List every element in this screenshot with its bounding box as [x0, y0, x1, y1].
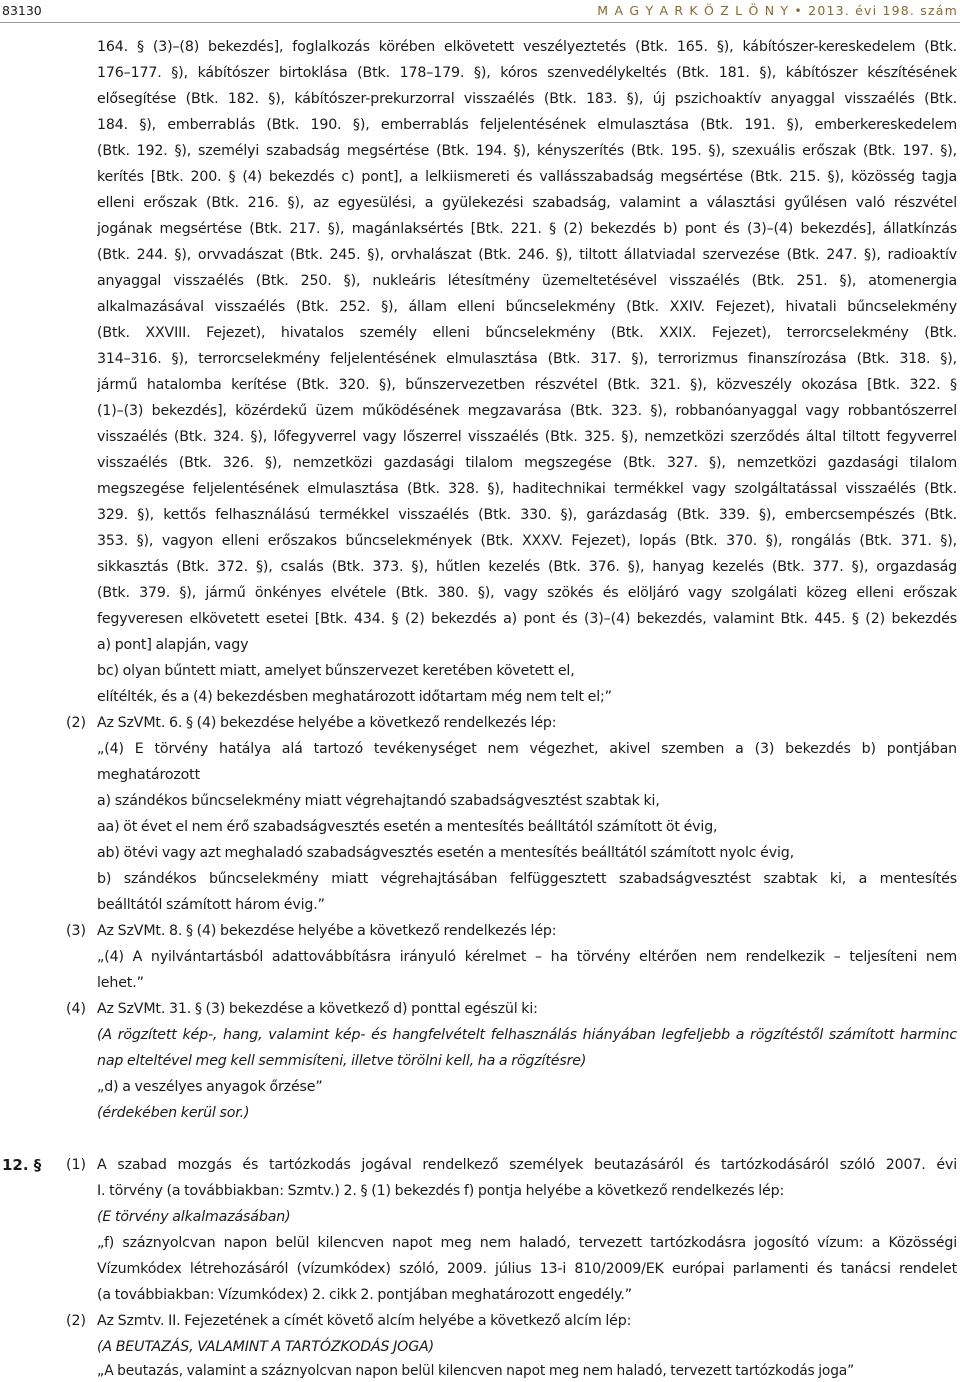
text-line: elleni erőszak (Btk. 216. §), az egyesülési, a gyülekezési szabadság, valamint a választási gyűlésen való részvétel — [97, 195, 957, 211]
text-line: alkalmazásával visszaélés (Btk. 252. §), állam elleni bűncselekmény (Btk. XXIV. Fejezet), hivatali bűncselekmény — [97, 299, 957, 315]
text-line: Az SzVMt. 8. § (4) bekezdése helyébe a következő rendelkezés lép: — [97, 923, 557, 939]
text-line: I. törvény (a továbbiakban: Szmtv.) 2. § (1) bekezdés f) pontja helyébe a következő rendelkezés lép: — [97, 1183, 785, 1199]
text-line: (Btk. 379. §), jármű önkényes elvétele (Btk. 380. §), vagy szökés és elöljáró vagy szolgálati közeg elleni erőszak — [97, 585, 957, 601]
text-line: jármű hatalomba kerítése (Btk. 320. §), bűnszervezetben részvétel (Btk. 321. §), közveszély okozása [Btk. 322. § — [97, 377, 957, 393]
text-line: (Btk. XXVIII. Fejezet), hivatalos személy elleni bűncselekmény (Btk. XXIX. Fejezet), terrorcselekmény (Btk. — [97, 325, 957, 341]
text-line: bc) olyan bűntett miatt, amelyet bűnszervezet keretében követett el, — [97, 663, 575, 679]
text-line: beálltától számított három évig.” — [97, 897, 325, 913]
text-line: Vízumkódex létrehozásáról (vízumkódex) szóló, 2009. július 13-i 810/2009/EK európai parlamenti és tanácsi rendelet — [97, 1261, 957, 1277]
text-line: sikkasztás (Btk. 372. §), csalás (Btk. 373. §), hűtlen kezelés (Btk. 376. §), hanyag kezelés (Btk. 377. §), orgazdaság — [97, 559, 957, 575]
text-line: aa) öt évet el nem érő szabadságvesztés esetén a mentesítés beálltától számított öt évig, — [97, 819, 718, 835]
page-number: 83130 — [2, 3, 42, 18]
paragraph-number: (4) — [66, 1001, 87, 1017]
text-line: elősegítése (Btk. 182. §), kábítószer-prekurzorral visszaélés (Btk. 183. §), új pszichoaktív anyaggal visszaélés (Btk. — [97, 91, 957, 107]
text-line: „(4) A nyilvántartásból adattovábbításra irányuló kérelmet – ha törvény eltérően nem rendelkezik – teljesíteni nem — [97, 949, 957, 965]
text-line: 184. §), emberrablás (Btk. 190. §), emberrablás feljelentésének elmulasztása (Btk. 191. §), emberkereskedelem — [97, 117, 957, 133]
text-line: 353. §), vagyon elleni erőszakos bűncselekmények (Btk. XXXV. Fejezet), lopás (Btk. 370. §), rongálás (Btk. 371. §), — [97, 533, 957, 549]
text-line: visszaélés (Btk. 324. §), lőfegyverrel vagy lőszerrel visszaélés (Btk. 325. §), nemzetközi szerződés által tiltott fegyverrel — [97, 429, 957, 445]
paragraph-number: (1) — [66, 1157, 87, 1173]
text-line: jogának megsértése (Btk. 217. §), magánlaksértés [Btk. 221. § (2) bekezdés b) pont és (3)–(4) bekezdés], állatkínzás — [97, 221, 957, 237]
section-number: 12. § — [2, 1156, 42, 1174]
page-header — [0, 0, 960, 26]
text-line: a) pont] alapján, vagy — [97, 637, 249, 653]
text-line: Az Szmtv. II. Fejezetének a címét követő alcím helyébe a következő alcím lép: — [97, 1313, 632, 1329]
text-line: a) szándékos bűncselekmény miatt végrehajtandó szabadságvesztést szabtak ki, — [97, 793, 660, 809]
text-line: Az SzVMt. 31. § (3) bekezdése a következő d) ponttal egészül ki: — [97, 1001, 538, 1017]
text-line: (A rögzített kép-, hang, valamint kép- és hangfelvételt felhasználás hiányában legfeljebb a rögzítéstől számított harminc — [97, 1027, 957, 1043]
text-line: megszegése feljelentésének elmulasztása (Btk. 328. §), haditechnikai termékkel vagy szolgáltatással visszaélés (Btk. — [97, 481, 957, 497]
text-line: 164. § (3)–(8) bekezdés], foglalkozás körében elkövetett veszélyeztetés (Btk. 165. §), kábítószer-kereskedelem (Btk. — [97, 39, 957, 55]
text-line: anyaggal visszaélés (Btk. 250. §), nukleáris létesítmény üzemeltetésével visszaélés (Btk. 251. §), atomenergia — [97, 273, 957, 289]
text-line: (Btk. 244. §), orvvadászat (Btk. 245. §), orvhalászat (Btk. 246. §), tiltott állatviadal szervezése (Btk. 247. §), radioaktív — [97, 247, 957, 263]
text-line: b) szándékos bűncselekmény miatt végrehajtásában felfüggesztett szabadságvesztést szabtak ki, a mentesítés — [97, 871, 957, 887]
journal-title: M A G Y A R K Ö Z L Ö N Y • 2013. évi 198. szám — [597, 3, 958, 18]
paragraph-number: (2) — [66, 715, 87, 731]
text-line: (A BEUTAZÁS, VALAMINT A TARTÓZKODÁS JOGA) — [97, 1339, 434, 1355]
text-line: „(4) E törvény hatálya alá tartozó tevékenységet nem végezhet, akivel szemben a (3) bekezdés b) pontjában — [97, 741, 957, 757]
text-line: nap elteltével meg kell semmisíteni, illetve törölni kell, ha a rögzítésre) — [97, 1053, 587, 1069]
text-line: 329. §), kettős felhasználású termékkel visszaélés (Btk. 330. §), garázdaság (Btk. 339. §), embercsempészés (Btk. — [97, 507, 957, 523]
text-line: (a továbbiakban: Vízumkódex) 2. cikk 2. pontjában meghatározott engedély.” — [97, 1287, 632, 1303]
text-line: elítélték, és a (4) bekezdésben meghatározott időtartam még nem telt el;” — [97, 689, 612, 705]
text-line: „d) a veszélyes anyagok őrzése” — [97, 1079, 323, 1095]
header-rule — [0, 22, 960, 23]
text-line: lehet.” — [97, 975, 144, 991]
text-line: „f) száznyolcvan napon belül kilencven napot meg nem haladó, tervezett tartózkodásra jogosító vízum: a Közösségi — [97, 1235, 957, 1251]
text-line: (E törvény alkalmazásában) — [97, 1209, 291, 1225]
text-line: meghatározott — [97, 767, 201, 783]
text-line: „A beutazás, valamint a száznyolcvan napon belül kilencven napot meg nem haladó, tervezett tartózkodás joga” — [97, 1363, 855, 1379]
text-line: visszaélés (Btk. 326. §), nemzetközi gazdasági tilalom megszegése (Btk. 327. §), nemzetközi gazdasági tilalom — [97, 455, 957, 471]
text-line: (1)–(3) bekezdés], közérdekű üzem működésének megzavarása (Btk. 323. §), robbanóanyaggal vagy robbantószerrel — [97, 403, 957, 419]
text-line: A szabad mozgás és tartózkodás jogával rendelkező személyek beutazásáról és tartózkodásáról szóló 2007. évi — [97, 1157, 957, 1173]
text-line: ab) ötévi vagy azt meghaladó szabadságvesztés esetén a mentesítés beálltától számított nyolc évig, — [97, 845, 794, 861]
text-line: (Btk. 192. §), személyi szabadság megsértése (Btk. 194. §), kényszerítés (Btk. 195. §), szexuális erőszak (Btk. 197. §), — [97, 143, 957, 159]
text-line: kerítés [Btk. 200. § (4) bekezdés c) pont], a lelkiismereti és vallásszabadság megsértése (Btk. 215. §), közösség tagja — [97, 169, 957, 185]
paragraph-number: (2) — [66, 1313, 87, 1329]
text-line: 176–177. §), kábítószer birtoklása (Btk. 178–179. §), kóros szenvedélykeltés (Btk. 181. §), kábítószer készítésének — [97, 65, 957, 81]
paragraph-number: (3) — [66, 923, 87, 939]
text-line: (érdekében kerül sor.) — [97, 1105, 250, 1121]
text-line: Az SzVMt. 6. § (4) bekezdése helyébe a következő rendelkezés lép: — [97, 715, 557, 731]
text-line: 314–316. §), terrorcselekmény feljelentésének elmulasztása (Btk. 317. §), terrorizmus finanszírozása (Btk. 318. §), — [97, 351, 957, 367]
text-line: fegyveresen elkövetett esetei [Btk. 434. § (2) bekezdés a) pont és (3)–(4) bekezdés, valamint Btk. 445. § (2) bekezdés — [97, 611, 957, 627]
